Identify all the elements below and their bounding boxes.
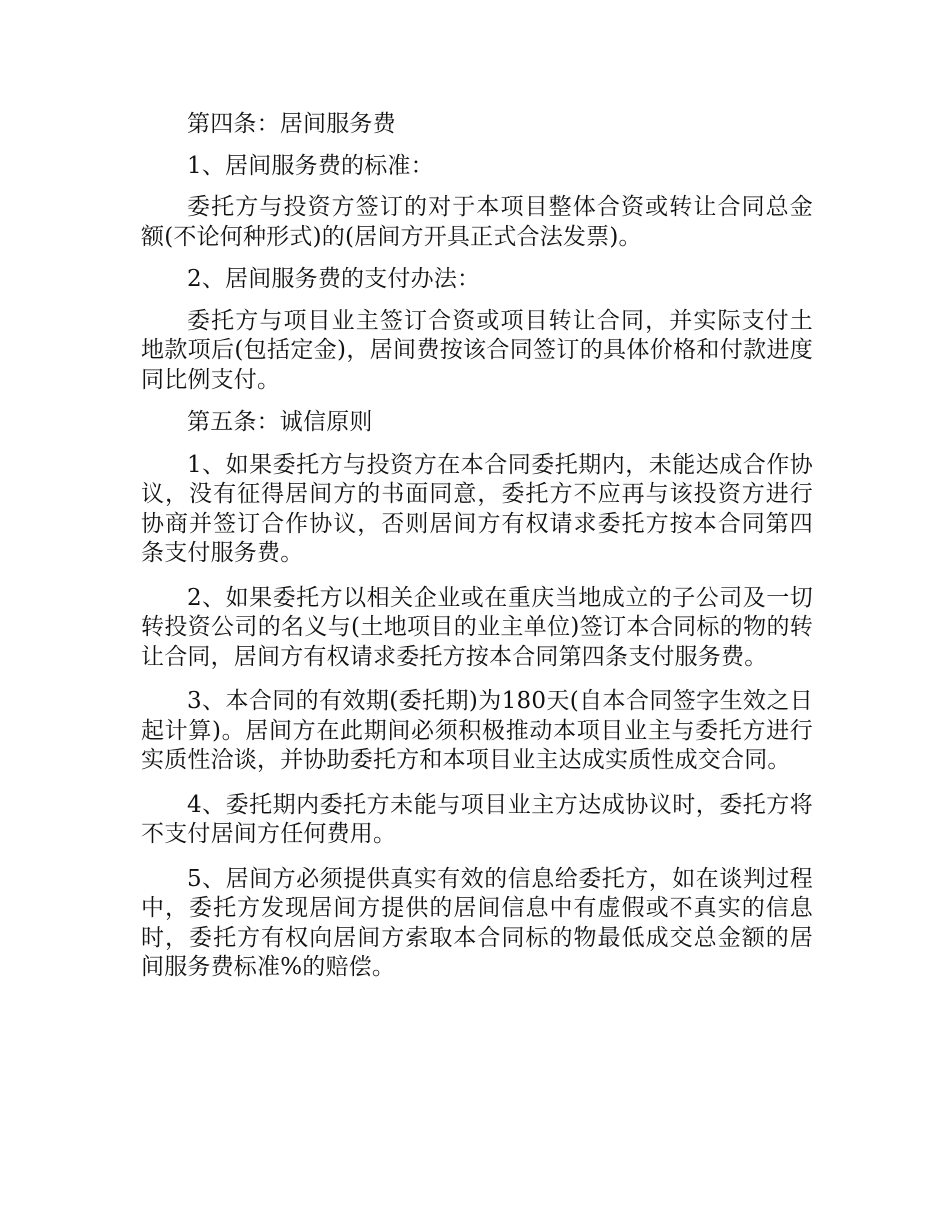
subheading-payment-method: 2、居间服务费的支付办法： [187, 266, 481, 292]
paragraph-good-faith-3: 3、本合同的有效期(委托期)为180天(自本合同签字生效之日起计算)。居间方在此期间必须积极推动本项目业主与委托方进行实质性洽谈，并协助委托方和本项目业主达成实质性成交合同。 [141, 688, 813, 773]
paragraph-good-faith-2: 2、如果委托方以相关企业或在重庆当地成立的子公司及一切转投资公司的名义与(土地项目的业主单位)签订本合同标的物的转让合同，居间方有权请求委托方按本合同第四条支付服务费。 [141, 584, 813, 670]
section-heading-article-5: 第五条：诚信原则 [187, 409, 373, 435]
paragraph-good-faith-4: 4、委托期内委托方未能与项目业主方达成协议时，委托方将不支付居间方任何费用。 [141, 791, 813, 847]
paragraph-fee-standard: 委托方与投资方签订的对于本项目整体合资或转让合同总金额(不论何种形式)的(居间方开具正式合法发票)。 [141, 194, 813, 250]
section-heading-article-4: 第四条：居间服务费 [187, 111, 396, 137]
paragraph-good-faith-1: 1、如果委托方与投资方在本合同委托期内，未能达成合作协议，没有征得居间方的书面同意，委托方不应再与该投资方进行协商并签订合作协议，否则居间方有权请求委托方按本合同第四条支付服务费。 [141, 451, 813, 566]
paragraph-good-faith-5: 5、居间方必须提供真实有效的信息给委托方，如在谈判过程中，委托方发现居间方提供的居间信息中有虚假或不真实的信息时，委托方有权向居间方索取本合同标的物最低成交总金额的居间服务费标准%的赔偿。 [141, 865, 813, 980]
paragraph-payment-method: 委托方与项目业主签订合资或项目转让合同，并实际支付土地款项后(包括定金)，居间费按该合同签订的具体价格和付款进度同比例支付。 [141, 307, 813, 393]
subheading-fee-standard: 1、居间服务费的标准： [187, 152, 434, 179]
document-page [141, 110, 813, 983]
